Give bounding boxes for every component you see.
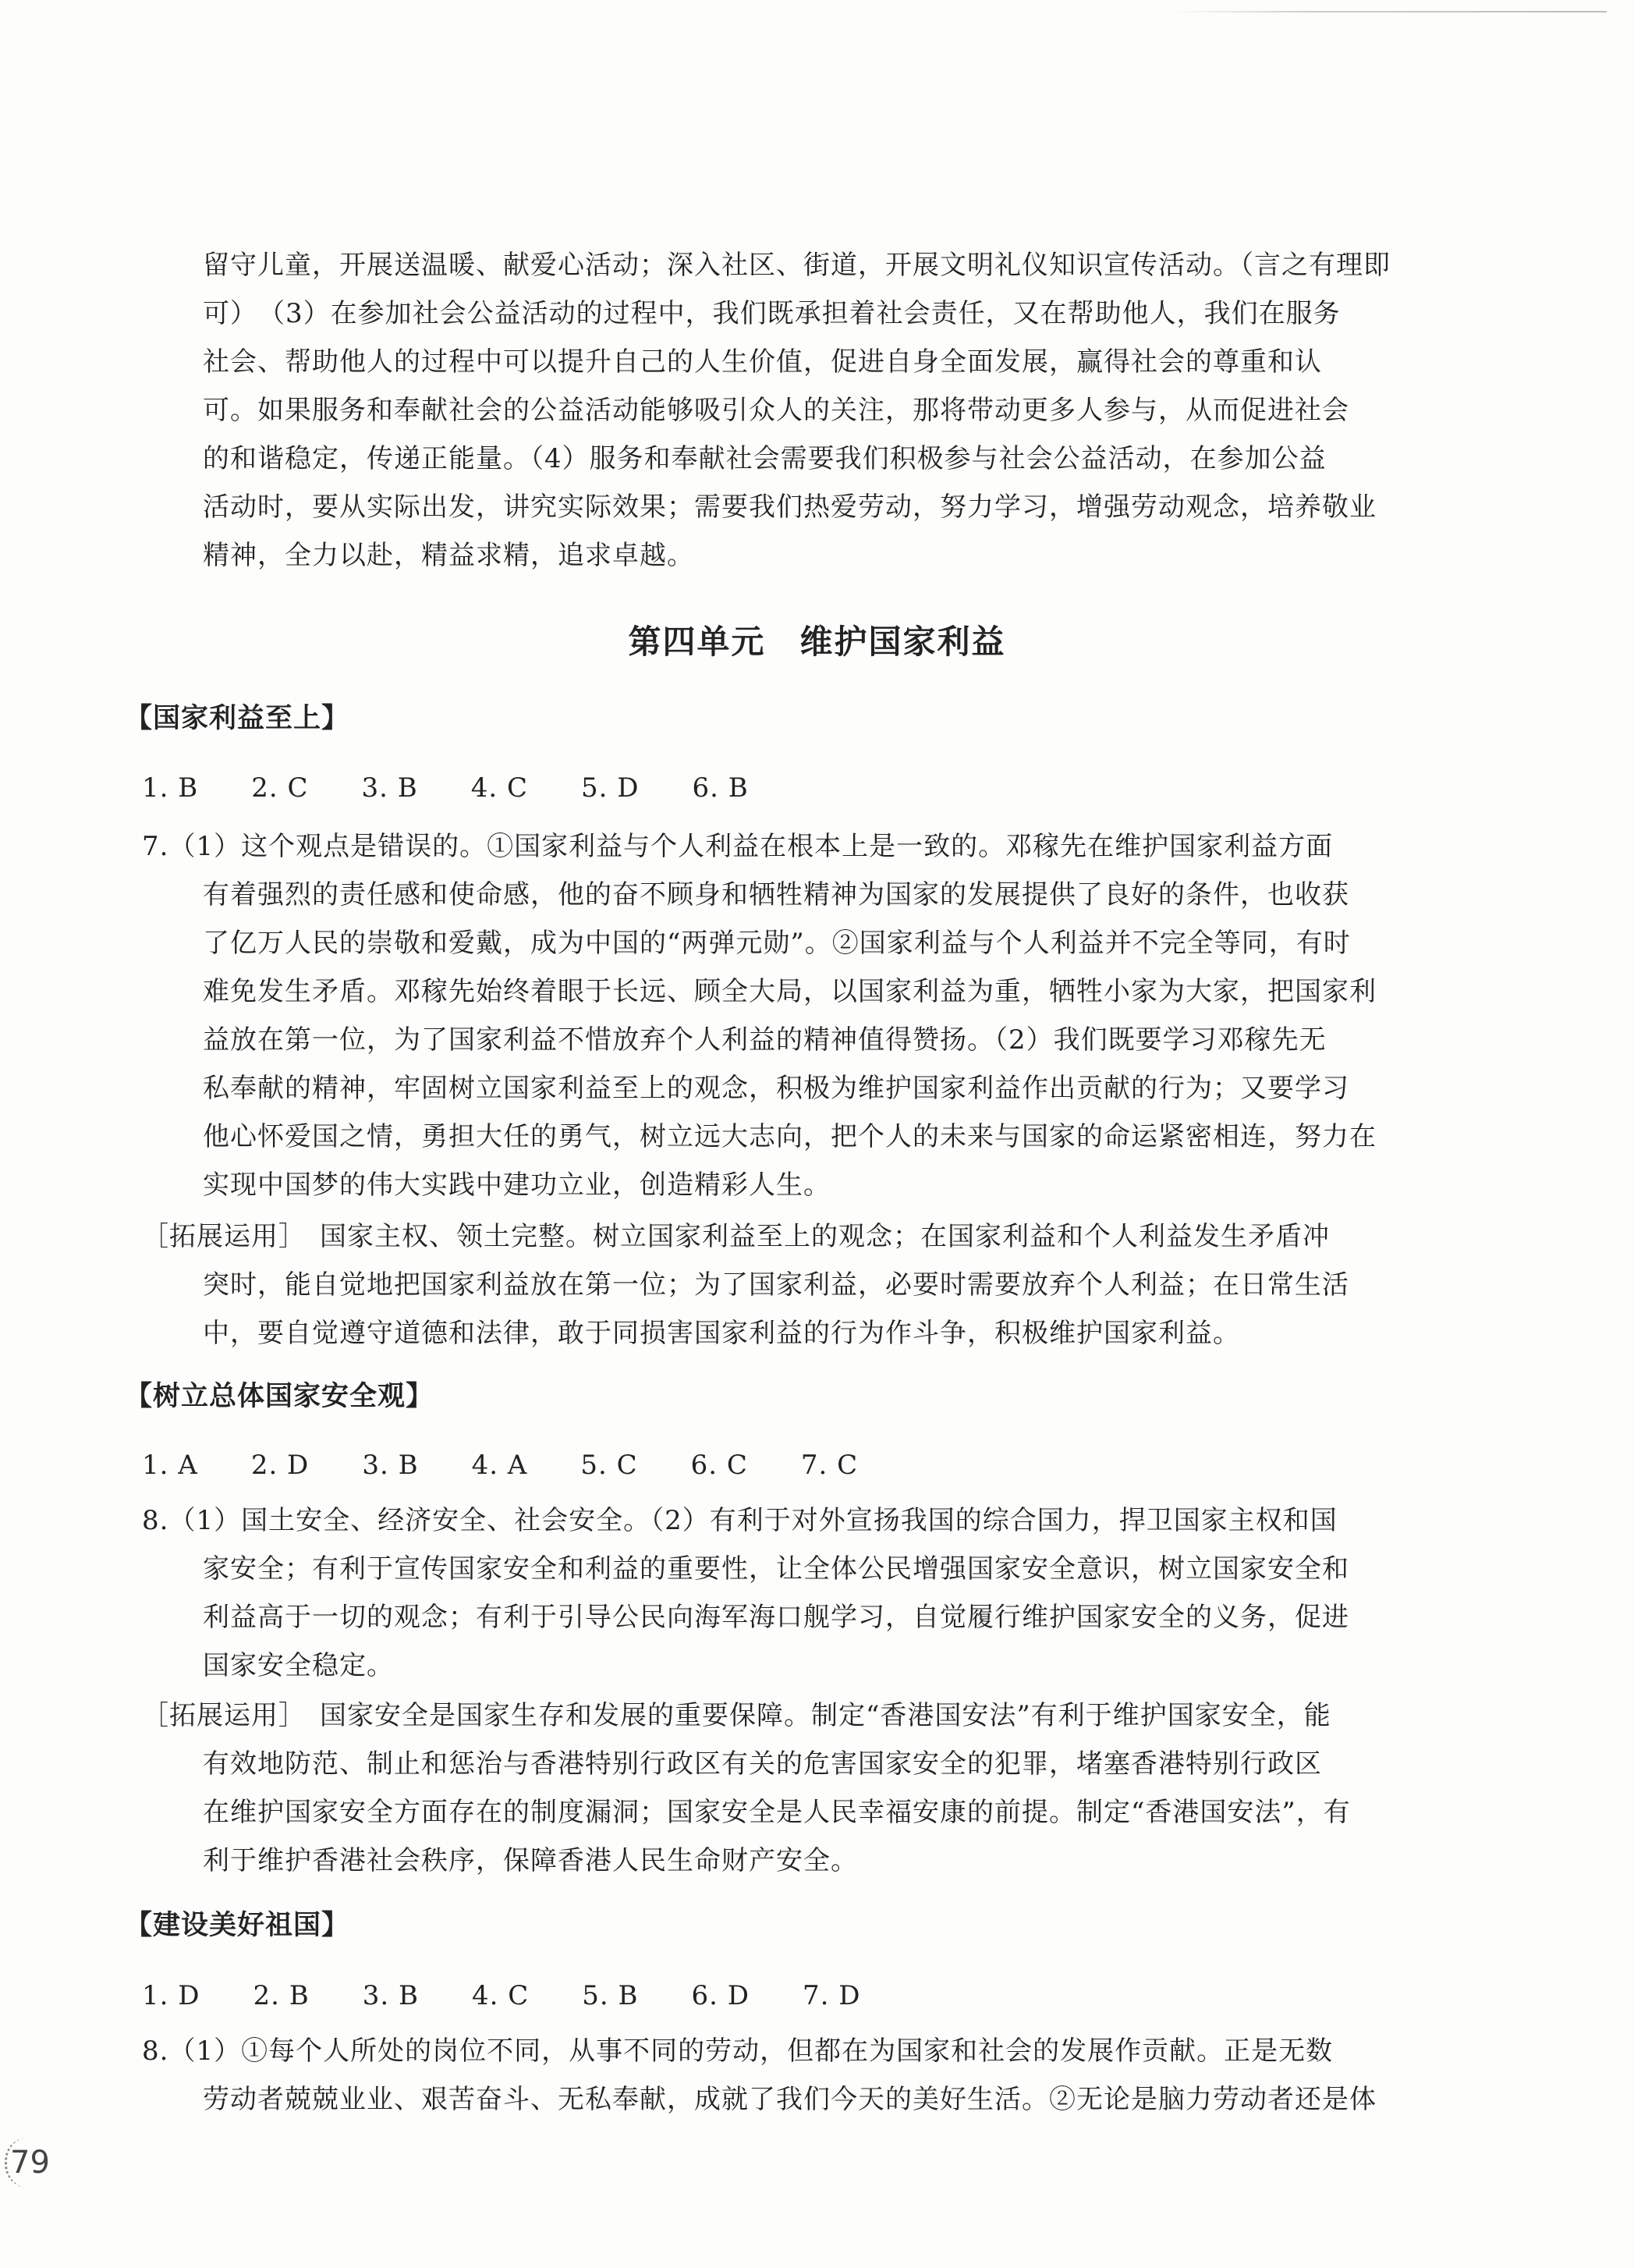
section-title: 【树立总体国家安全观】: [125, 1381, 434, 1412]
answer: 1. D: [142, 1980, 200, 2011]
answer-line: 私奉献的精神，牢固树立国家利益至上的观念，积极为维护国家利益作出贡献的行为；又要学习: [203, 1073, 1349, 1104]
answer-line: 家安全；有利于宣传国家安全和利益的重要性，让全体公民增强国家安全意识，树立国家安全和: [203, 1553, 1349, 1585]
answer: 1. A: [142, 1450, 198, 1481]
answer: 6. B: [692, 772, 749, 804]
answer: 7. D: [803, 1980, 861, 2011]
intro-paragraph: [203, 241, 1391, 580]
intro-line: 可） （3）在参加社会公益活动的过程中，我们既承担着社会责任，又在帮助他人，我们在服务: [203, 298, 1341, 329]
intro-line: 可。如果服务和奉献社会的公益活动能够吸引众人的关注，那将带动更多人参与，从而促进社会: [203, 395, 1349, 426]
answer: 4. A: [471, 1450, 528, 1481]
answer: 2. D: [250, 1450, 310, 1481]
answer: 3. B: [362, 1450, 419, 1481]
extension-application: [142, 1691, 1351, 1885]
intro-line: 精神，全力以赴，精益求精，追求卓越。: [203, 540, 694, 571]
question-answer-8: [142, 1496, 1349, 1690]
answer-line: 劳动者兢兢业业、艰苦奋斗、无私奉献，成就了我们今天的美好生活。②无论是脑力劳动者还是体: [203, 2084, 1377, 2115]
extension-line: 突时，能自觉地把国家利益放在第一位；为了国家利益，必要时需要放弃个人利益；在日常生活: [203, 1269, 1349, 1301]
question-answer-7: [142, 822, 1377, 1209]
answer: 7. C: [800, 1450, 859, 1481]
extension-line: 中，要自觉遵守道德和法律，敢于同损害国家利益的行为作斗争，积极维护国家利益。: [203, 1318, 1240, 1349]
answer: 2. B: [253, 1980, 310, 2011]
answer-line: 7.（1）这个观点是错误的。①国家利益与个人利益在根本上是一致的。邓稼先在维护国家利益方面: [142, 831, 1334, 862]
answer-line: 实现中国梦的伟大实践中建功立业，创造精彩人生。: [203, 1169, 831, 1201]
answer-line: 有着强烈的责任感和使命感，他的奋不顾身和牺牲精神为国家的发展提供了良好的条件，也收获: [203, 879, 1349, 910]
answer-line: 他心怀爱国之情，勇担大任的勇气，树立远大志向，把个人的未来与国家的命运紧密相连，努力在: [203, 1121, 1377, 1152]
intro-line: 社会、帮助他人的过程中可以提升自己的人生价值，促进自身全面发展，赢得社会的尊重和认: [203, 346, 1322, 378]
page-number: 79: [5, 2138, 51, 2188]
top-rule-divider: [1170, 11, 1607, 12]
answer: 5. B: [582, 1980, 639, 2011]
extension-application: [142, 1212, 1349, 1358]
answer: 6. C: [690, 1450, 748, 1481]
answer-line: 了亿万人民的崇敬和爱戴，成为中国的“两弹元勋”。②国家利益与个人利益并不完全等同，有时: [203, 928, 1351, 959]
answer-line: 8.（1）①每个人所处的岗位不同，从事不同的劳动，但都在为国家和社会的发展作贡献。正是无数: [142, 2036, 1334, 2067]
unit-title: 第四单元 维护国家利益: [628, 623, 1006, 661]
answer-line: 利益高于一切的观念；有利于引导公民向海军海口舰学习，自觉履行维护国家安全的义务，促进: [203, 1602, 1349, 1633]
answer: 4. C: [470, 772, 528, 804]
answer-line: 国家安全稳定。: [203, 1650, 394, 1681]
answer-key-row: [142, 1450, 911, 1481]
intro-line: 留守儿童，开展送温暖、献爱心活动；深入社区、街道，开展文明礼仪知识宣传活动。（言之有理即: [203, 250, 1391, 281]
section-title: 【国家利益至上】: [125, 703, 350, 734]
answer-line: 难免发生矛盾。邓稼先始终着眼于长远、顾全大局，以国家利益为重，牺牲小家为大家，把国家利: [203, 976, 1377, 1007]
answer: 3. B: [362, 1980, 419, 2011]
answer: 1. B: [142, 772, 199, 804]
extension-line: ［拓展运用］ 国家安全是国家生存和发展的重要保障。制定“香港国安法”有利于维护国家安全，能: [142, 1700, 1331, 1731]
extension-line: 有效地防范、制止和惩治与香港特别行政区有关的危害国家安全的犯罪，堵塞香港特别行政区: [203, 1748, 1322, 1780]
answer-line: 8.（1）国土安全、经济安全、社会安全。（2）有利于对外宣扬我国的综合国力，捍卫国家主权和国: [142, 1505, 1338, 1536]
intro-line: 的和谐稳定，传递正能量。（4）服务和奉献社会需要我们积极参与社会公益活动，在参加公益: [203, 443, 1327, 474]
answer: 4. C: [471, 1980, 530, 2011]
answer: 2. C: [251, 772, 309, 804]
answer: 5. C: [580, 1450, 638, 1481]
extension-line: ［拓展运用］ 国家主权、领土完整。树立国家利益至上的观念；在国家利益和个人利益发生矛盾冲: [142, 1221, 1330, 1252]
section-title: 【建设美好祖国】: [125, 1910, 350, 1941]
extension-line: 在维护国家安全方面存在的制度漏洞；国家安全是人民幸福安康的前提。制定“香港国安法”，有: [203, 1797, 1351, 1828]
answer-key-row: [142, 772, 802, 804]
question-answer-8: [142, 2027, 1377, 2124]
intro-line: 活动时，要从实际出发，讲究实际效果；需要我们热爱劳动，努力学习，增强劳动观念，培养敬业: [203, 492, 1377, 523]
answer-line: 益放在第一位，为了国家利益不惜放弃个人利益的精神值得赞扬。（2）我们既要学习邓稼先无: [203, 1024, 1327, 1056]
extension-line: 利于维护香港社会秩序，保障香港人民生命财产安全。: [203, 1845, 858, 1876]
answer: 6. D: [691, 1980, 750, 2011]
answer-key-row: [142, 1980, 914, 2011]
answer: 3. B: [361, 772, 418, 804]
answer: 5. D: [581, 772, 640, 804]
